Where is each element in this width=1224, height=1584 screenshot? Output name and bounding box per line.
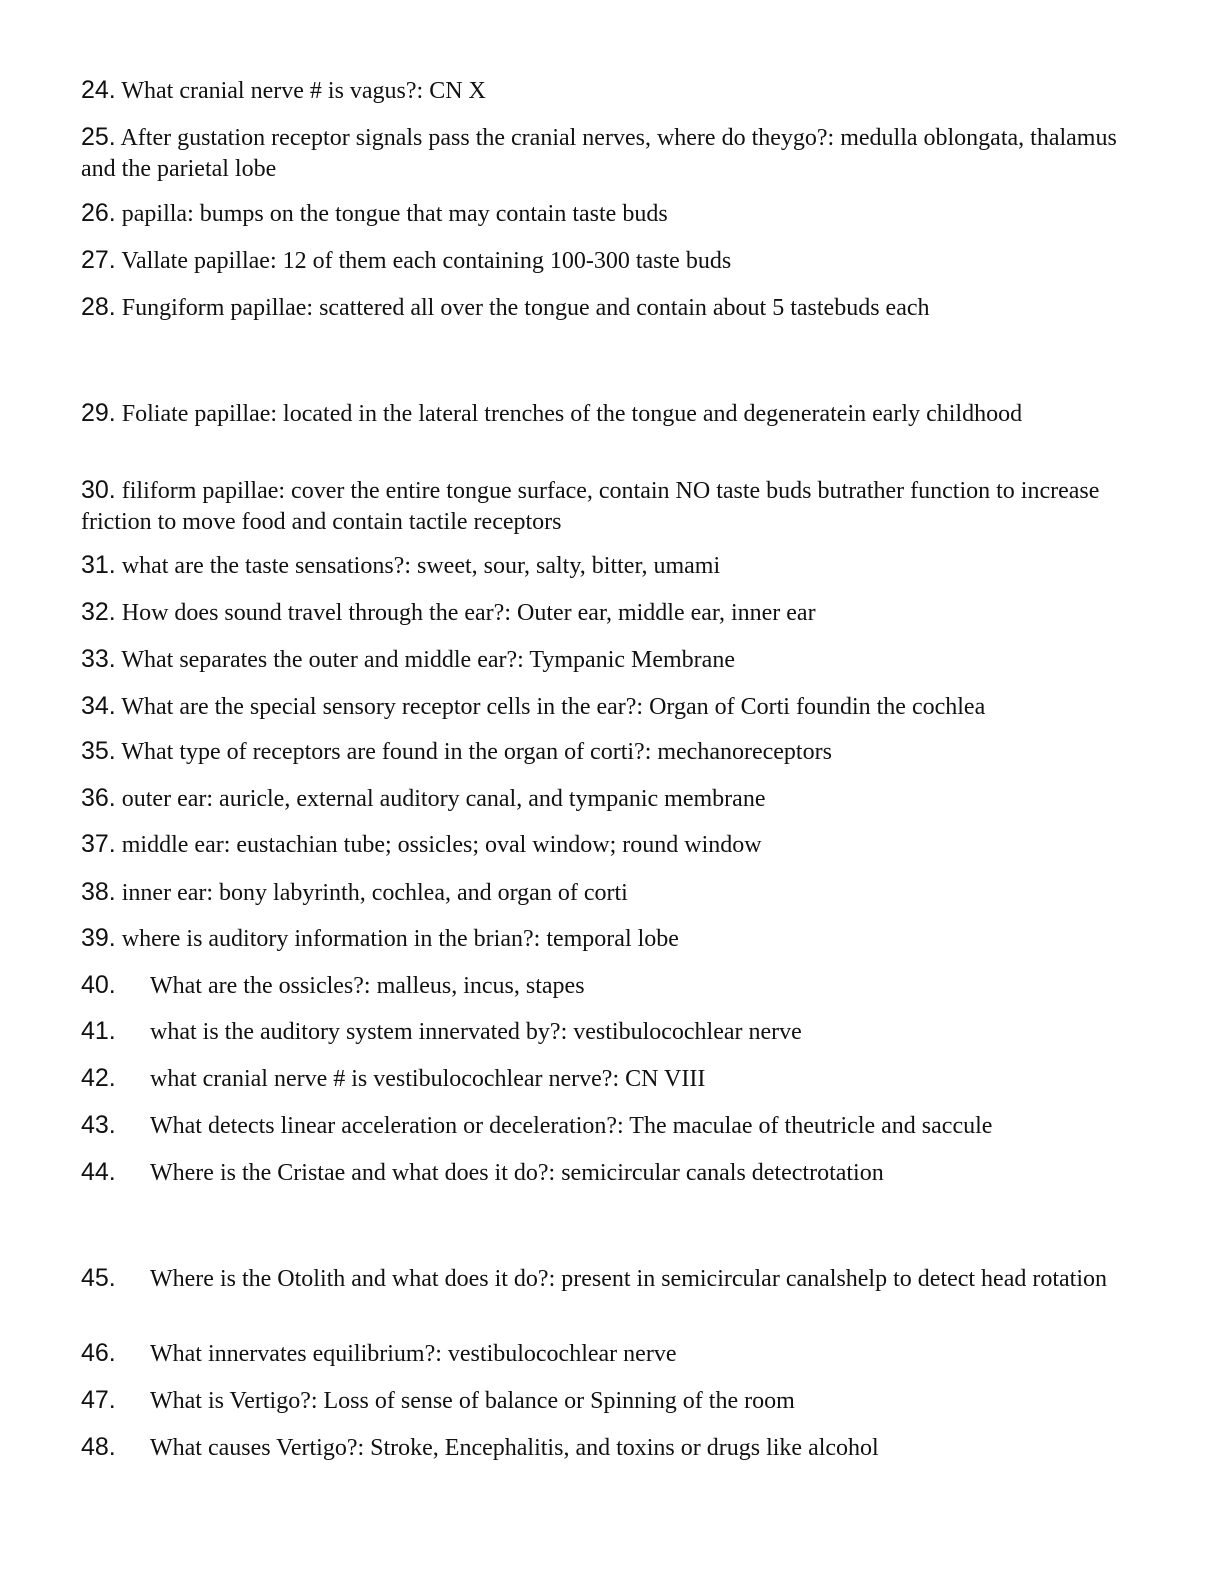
item-number: 27.: [81, 246, 116, 274]
list-item: [81, 245, 1141, 277]
item-text: Fungiform papillae: scattered all over the tongue and contain about 5 tastebuds each: [121, 295, 930, 321]
item-number: 38.: [81, 878, 116, 906]
list-item: [81, 783, 1141, 815]
item-text: What type of receptors are found in the organ of corti?: mechanoreceptors: [121, 739, 832, 765]
item-text: Where is the Cristae and what does it do?: semicircular canals detectrotation: [150, 1160, 884, 1186]
item-number: 45.: [81, 1264, 116, 1292]
item-text: what are the taste sensations?: sweet, sour, salty, bitter, umami: [121, 553, 721, 579]
list-item: [81, 1157, 1141, 1189]
item-number: 42.: [81, 1064, 116, 1092]
list-item: [81, 1385, 1141, 1417]
list-item: [81, 550, 1141, 582]
item-number: 31.: [81, 551, 116, 579]
item-number: 32.: [81, 598, 116, 626]
item-text: After gustation receptor signals pass the cranial nerves, where do theygo?: medulla oblongata, thalamus and the parietal lobe: [81, 125, 1117, 182]
item-number: 36.: [81, 784, 116, 812]
item-number: 43.: [81, 1111, 116, 1139]
list-item: [81, 475, 1141, 538]
item-text: What are the ossicles?: malleus, incus, stapes: [150, 973, 585, 999]
item-text: What innervates equilibrium?: vestibulocochlear nerve: [150, 1341, 677, 1367]
item-text: outer ear: auricle, external auditory canal, and tympanic membrane: [121, 786, 766, 812]
list-item: [81, 1338, 1141, 1370]
item-number: 25.: [81, 123, 116, 151]
item-number: 40.: [81, 971, 116, 999]
item-text: What cranial nerve # is vagus?: CN X: [121, 78, 486, 104]
list-item: [81, 398, 1141, 430]
item-text: Where is the Otolith and what does it do?: present in semicircular canalshelp to detect head rotation: [150, 1266, 1108, 1292]
item-text: What detects linear acceleration or deceleration?: The maculae of theutricle and saccule: [150, 1113, 993, 1139]
item-text: filiform papillae: cover the entire tongue surface, contain NO taste buds butrather function to increase friction to move food and contain tactile receptors: [81, 478, 1100, 535]
item-text: What is Vertigo?: Loss of sense of balance or Spinning of the room: [150, 1388, 795, 1414]
list-item: [81, 970, 1141, 1002]
item-number: 28.: [81, 293, 116, 321]
item-text: where is auditory information in the brian?: temporal lobe: [121, 926, 679, 952]
item-text: Vallate papillae: 12 of them each containing 100-300 taste buds: [121, 248, 732, 274]
item-number: 29.: [81, 399, 116, 427]
item-text: middle ear: eustachian tube; ossicles; oval window; round window: [121, 832, 762, 858]
list-item: [81, 1263, 1141, 1295]
list-item: [81, 122, 1141, 185]
item-number: 24.: [81, 76, 116, 104]
item-number: 44.: [81, 1158, 116, 1186]
list-item: [81, 877, 1141, 909]
list-item: [81, 691, 1141, 723]
item-text: What separates the outer and middle ear?: Tympanic Membrane: [121, 647, 735, 673]
item-text: What are the special sensory receptor cells in the ear?: Organ of Corti foundin the cochlea: [121, 694, 986, 720]
list-item: [81, 644, 1141, 676]
item-number: 39.: [81, 924, 116, 952]
item-text: Foliate papillae: located in the lateral trenches of the tongue and degeneratein early childhood: [121, 401, 1023, 427]
list-item: [81, 1016, 1141, 1048]
item-number: 35.: [81, 737, 116, 765]
item-text: what is the auditory system innervated by?: vestibulocochlear nerve: [150, 1019, 802, 1045]
list-item: [81, 75, 1141, 107]
item-number: 47.: [81, 1386, 116, 1414]
item-number: 41.: [81, 1017, 116, 1045]
list-item: [81, 1063, 1141, 1095]
item-number: 26.: [81, 199, 116, 227]
list-item: [81, 597, 1141, 629]
list-item: [81, 923, 1141, 955]
item-text: How does sound travel through the ear?: Outer ear, middle ear, inner ear: [121, 600, 816, 626]
list-item: [81, 1432, 1141, 1464]
item-number: 37.: [81, 830, 116, 858]
list-item: [81, 736, 1141, 768]
item-text: inner ear: bony labyrinth, cochlea, and organ of corti: [121, 880, 628, 906]
item-number: 30.: [81, 476, 116, 504]
item-number: 46.: [81, 1339, 116, 1367]
list-item: [81, 198, 1141, 230]
item-number: 34.: [81, 692, 116, 720]
item-text: What causes Vertigo?: Stroke, Encephalitis, and toxins or drugs like alcohol: [150, 1435, 879, 1461]
item-text: what cranial nerve # is vestibulocochlear nerve?: CN VIII: [150, 1066, 706, 1092]
list-item: [81, 1110, 1141, 1142]
item-number: 48.: [81, 1433, 116, 1461]
list-item: [81, 829, 1141, 861]
list-item: [81, 292, 1141, 324]
item-number: 33.: [81, 645, 116, 673]
item-text: papilla: bumps on the tongue that may contain taste buds: [121, 201, 668, 227]
